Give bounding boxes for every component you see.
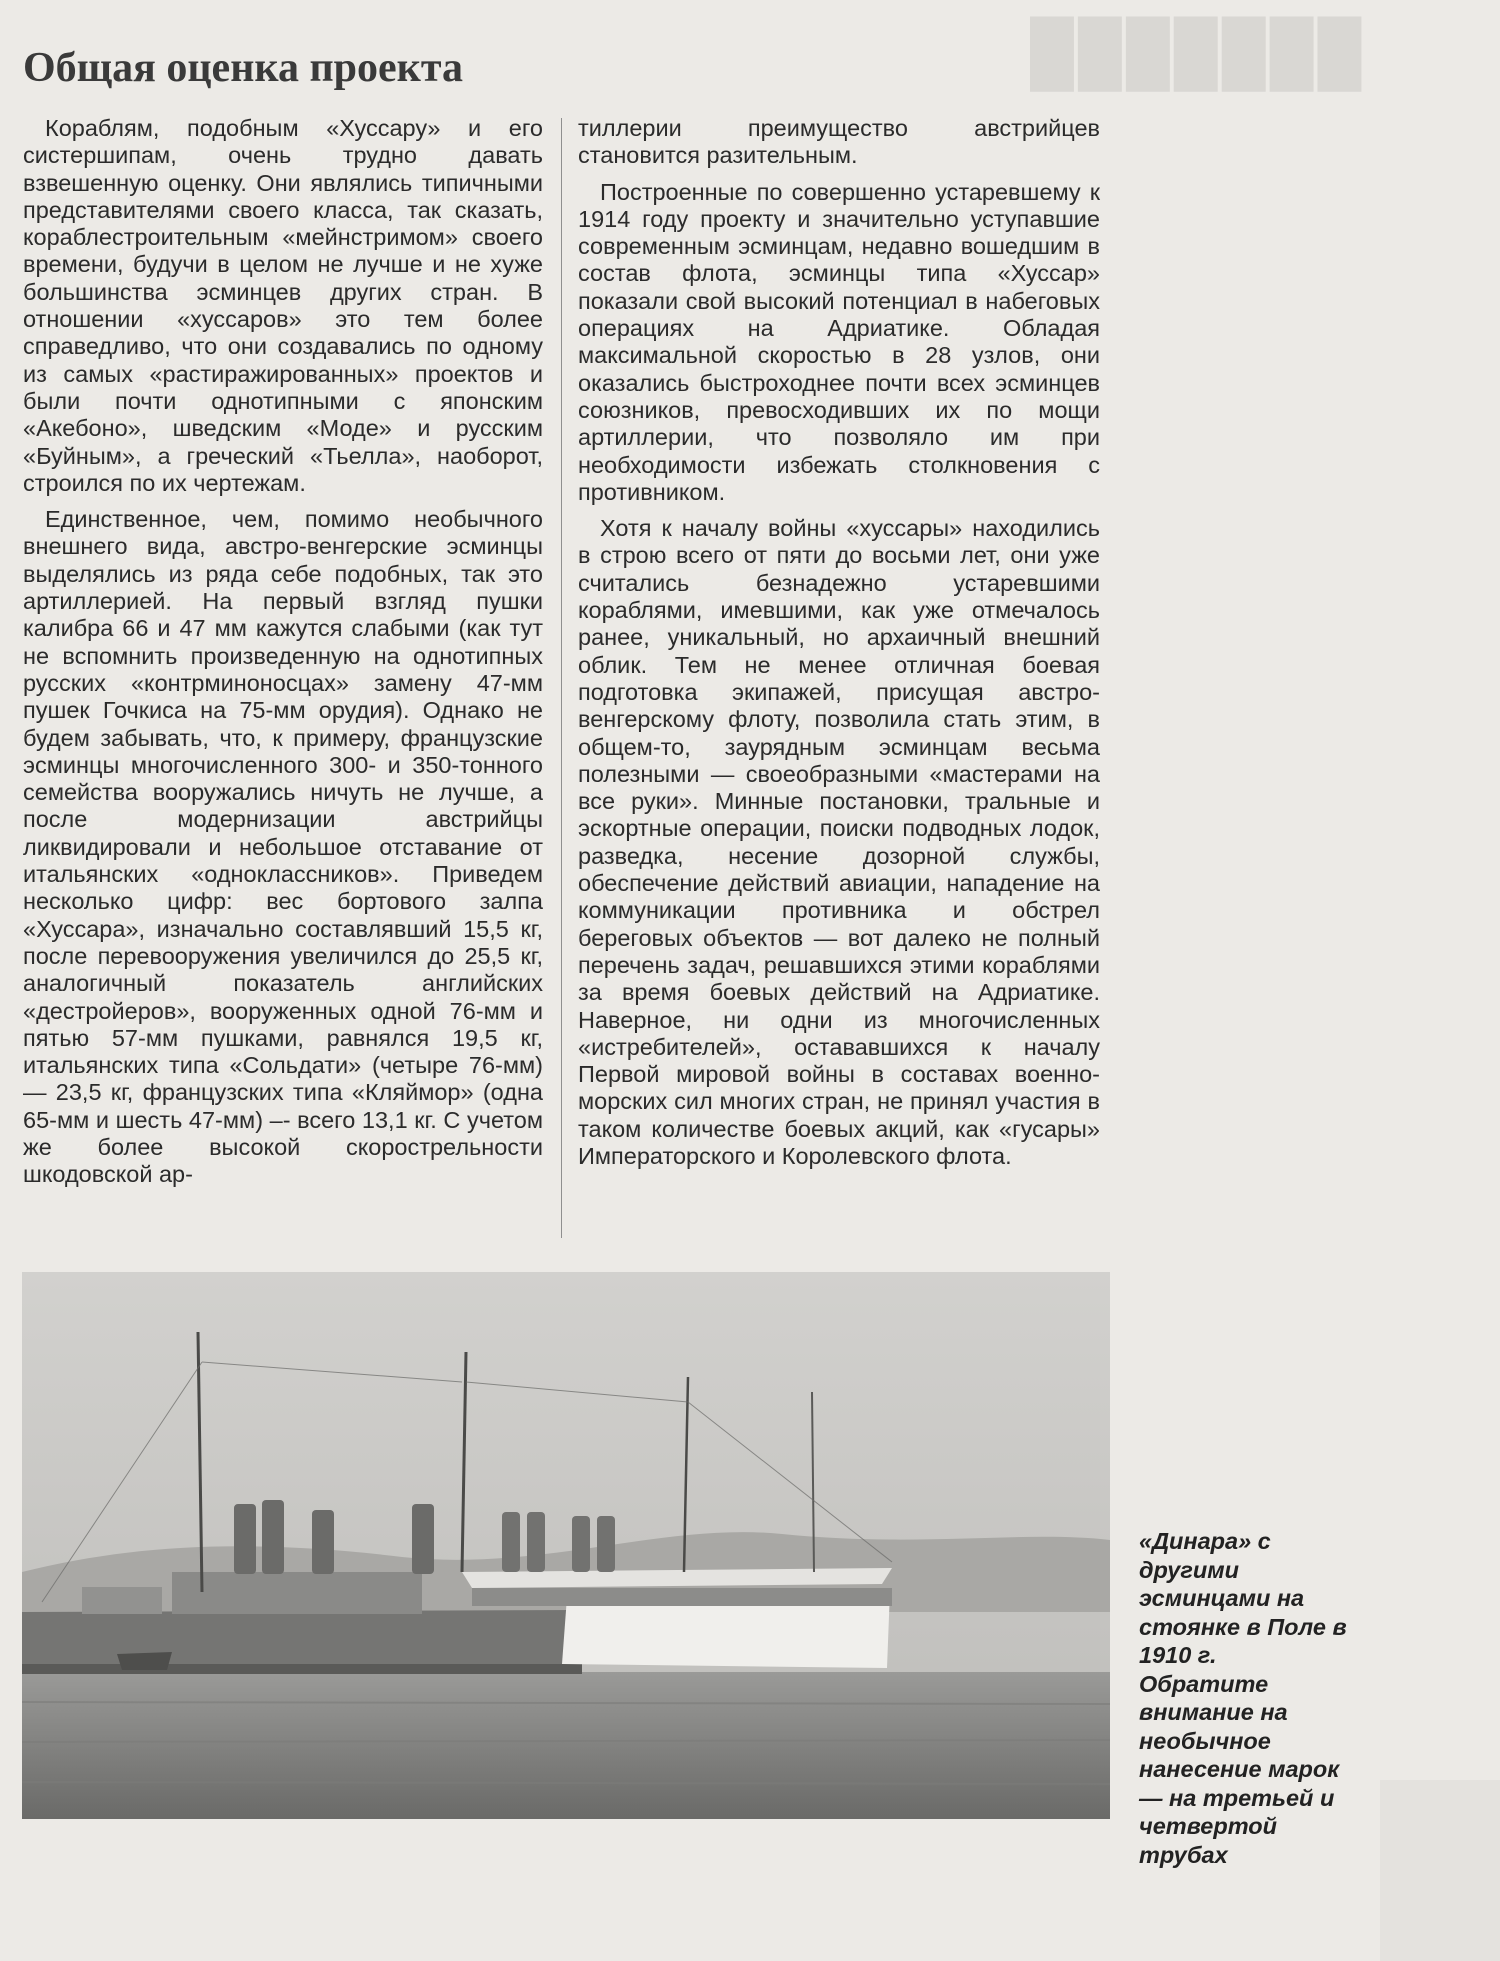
page-edge-shade (1380, 1780, 1500, 1961)
show-through-title: ███████ (1030, 19, 1366, 87)
column-divider (561, 118, 562, 1238)
paragraph: Построенные по совершенно устаревшему к 1914 году проекту и значительно уступавшие современным эсминцам, недавно вошедшим в состав флота, эсминцы типа «Хуссар» показали свой высокий потенциал в набеговых операциях на Адриатике. Обладая максимальной скоростью в 28 узлов, они оказались быстроходнее почти всех эсминцев союзников, превосходивших их по мощи артиллерии, что позволяло им при необходимости избежать столкновения с противником. (578, 178, 1100, 505)
destroyer-photo (22, 1272, 1110, 1819)
page-title: Общая оценка проекта (23, 45, 463, 91)
paragraph: Единственное, чем, помимо необычного внешнего вида, австро-венгерские эсминцы выделялись из ряда себе подобных, так это артиллерией. На первый взгляд пушки калибра 66 и 47 мм кажутся слабыми (как тут не вспомнить произведенную на однотипных русских «контрминоносцах» замену 47-мм пушек Гочкиса на 75-мм орудия). Однако не будем забывать, что, к примеру, французские эсминцы многочисленного 300- и 350-тонного семейства вооружались ничуть не лучше, а после модернизации австрийцы ликвидировали и небольшое отставание от итальянских «одноклассников». Приведем несколько цифр: вес бортового залпа «Хуссара», изначально составлявший 15,5 кг, после перевооружения увеличился до 25,5 кг, аналогичный показатель английских «дестройеров», вооруженных одной 76-мм и пятью 57-мм пушками, равнялся 19,5 кг, итальянских типа «Сольдати» (четыре 76-мм) — 23,5 кг, французских типа «Кляймор» (одна 65-мм и шесть 47-мм) –- всего 13,1 кг. С учетом же более высокой скорострельности шкодовской ар- (23, 506, 543, 1188)
right-text-column (578, 115, 1100, 1179)
paragraph: тиллерии преимущество австрийцев становится разительным. (578, 115, 1100, 169)
left-text-column (23, 115, 543, 1198)
paragraph: Хотя к началу войны «хуссары» находились в строю всего от пяти до восьми лет, они уже считались безнадежно устаревшими кораблями, имевшими, как уже отмечалось ранее, уникальный, но архаичный внешний облик. Тем не менее отличная боевая подготовка экипажей, присущая австро-венгерскому флоту, позволила стать этим, в общем-то, заурядным эсминцам весьма полезными — своеобразными «мастерами на все руки». Минные постановки, тральные и эскортные операции, поиски подводных лодок, разведка, несение дозорной службы, обеспечение действий авиации, нападение на коммуникации противника и обстрел береговых объектов — вот далеко не полный перечень задач, решавшихся этими кораблями за время боевых действий на Адриатике. Наверное, ни одни из многочисленных «истребителей», остававшихся к началу Первой мировой войны в составах военно-морских сил многих стран, не принял участия в таком количестве боевых акций, как «гусары» Императорского и Королевского флота. (578, 515, 1100, 1169)
photo-caption: «Динара» с другими эсминцами на стоянке в Поле в 1910 г. Обратите внимание на необычное нанесение марок — на третьей и четвертой трубах (1139, 1528, 1347, 1868)
paragraph: Кораблям, подобным «Хуссару» и его систершипам, очень трудно давать взвешенную оценку. Они являлись типичными представителями своего класса, так сказать, кораблестроительным «мейнстримом» своего времени, будучи в целом не лучше и не хуже большинства эсминцев других стран. В отношении «хуссаров» это тем более справедливо, что они создавались по одному из самых «растиражированных» проектов и были почти однотипными с японским «Акебоно», шведским «Моде» и русским «Буйным», а греческий «Тьелла», наоборот, строился по их чертежам. (23, 115, 543, 496)
